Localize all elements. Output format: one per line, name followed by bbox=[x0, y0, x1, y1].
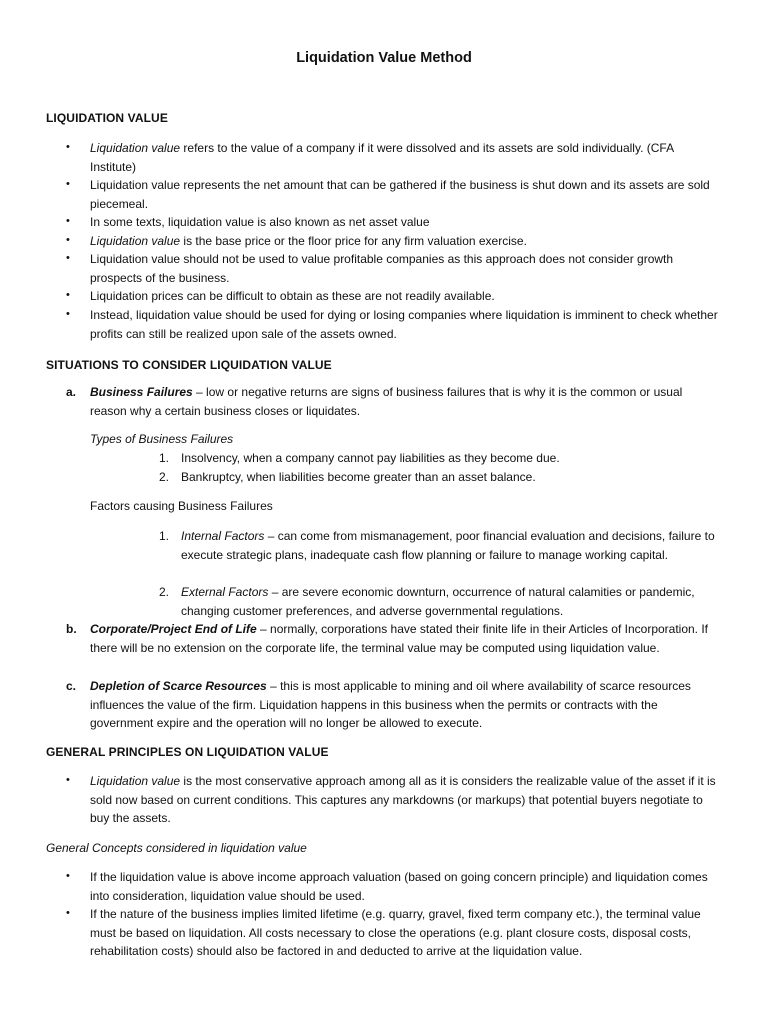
subheading-general-concepts: General Concepts considered in liquidation value bbox=[46, 841, 307, 855]
bullet-icon: • bbox=[66, 774, 70, 786]
term-liquidation-value: Liquidation value bbox=[90, 774, 181, 788]
situation-business-failures bbox=[90, 383, 720, 420]
bullet-text-rest: is the base price or the floor price for any firm valuation exercise. bbox=[180, 234, 527, 248]
factor-text: – are severe economic downturn, occurrence of natural calamities or pandemic, changing customer preferences, and adverse governmental regulations. bbox=[181, 585, 695, 618]
bullet-text bbox=[90, 139, 720, 176]
list-label-a: a. bbox=[66, 385, 77, 399]
bullet-text-rest: refers to the value of a company if it were dissolved and its assets are sold individually. (CFA Institute) bbox=[90, 141, 674, 174]
bullet-text bbox=[90, 232, 720, 251]
section-heading-general-principles: GENERAL PRINCIPLES ON LIQUIDATION VALUE bbox=[46, 745, 329, 759]
bullet-icon: • bbox=[66, 308, 70, 320]
list-number: 1. bbox=[159, 451, 170, 465]
page-title: Liquidation Value Method bbox=[296, 50, 472, 66]
list-number: 1. bbox=[159, 529, 170, 543]
bullet-text: Liquidation prices can be difficult to obtain as these are not readily available. bbox=[90, 289, 495, 303]
section-heading-liquidation-value: LIQUIDATION VALUE bbox=[46, 111, 168, 125]
term-liquidation-value: Liquidation value bbox=[90, 234, 181, 248]
list-number: 2. bbox=[159, 470, 170, 484]
bullet-icon: • bbox=[66, 289, 70, 301]
type-bankruptcy: Bankruptcy, when liabilities become greater than an asset balance. bbox=[181, 470, 536, 484]
section-heading-situations: SITUATIONS TO CONSIDER LIQUIDATION VALUE bbox=[46, 358, 332, 372]
term-internal-factors: Internal Factors bbox=[181, 529, 265, 543]
situation-end-of-life bbox=[90, 620, 720, 657]
situation-text: – low or negative returns are signs of business failures that is why it is the common or usual reason why a certain business closes or liquidates. bbox=[90, 385, 683, 418]
bullet-text: Instead, liquidation value should be used for dying or losing companies where liquidation is imminent to check whether profits can still be realized upon sale of the assets owned. bbox=[90, 308, 718, 341]
term-end-of-life: Corporate/Project End of Life bbox=[90, 622, 257, 636]
bullet-icon: • bbox=[66, 141, 70, 153]
bullet-icon: • bbox=[66, 870, 70, 882]
factor-internal bbox=[181, 527, 716, 564]
list-label-c: c. bbox=[66, 679, 77, 693]
type-insolvency: Insolvency, when a company cannot pay liabilities as they become due. bbox=[181, 451, 560, 465]
factor-text: – can come from mismanagement, poor financial evaluation and decisions, failure to execute strategic plans, inadequate cash flow planning or failure to manage working capital. bbox=[181, 529, 715, 562]
bullet-icon: • bbox=[66, 178, 70, 190]
concept-text: If the nature of the business implies limited lifetime (e.g. quarry, gravel, fixed term company etc.), the terminal value must be based on liquidation. All costs necessary to close the operations (e.g. plant closure costs, disposal costs, rehabilitation costs) should also be factored in and deducted to arrive at the liquidation value. bbox=[90, 907, 701, 958]
bullet-icon: • bbox=[66, 252, 70, 264]
bullet-icon: • bbox=[66, 234, 70, 246]
bullet-text: Liquidation value should not be used to value profitable companies as this approach does not consider growth prospects of the business. bbox=[90, 252, 674, 285]
term-liquidation-value: Liquidation value bbox=[90, 141, 181, 155]
situation-depletion bbox=[90, 677, 720, 733]
bullet-icon: • bbox=[66, 215, 70, 227]
list-number: 2. bbox=[159, 585, 170, 599]
subheading-types: Types of Business Failures bbox=[90, 432, 234, 446]
factor-external bbox=[181, 583, 701, 620]
bullet-icon: • bbox=[66, 907, 70, 919]
principle-text bbox=[90, 772, 720, 828]
situation-text: – normally, corporations have stated their finite life in their Articles of Incorporation. If there will be no extension on the corporate life, the terminal value may be computed using liquidation value. bbox=[90, 622, 709, 655]
situation-text: – this is most applicable to mining and oil where availability of scarce resources influences the value of the firm. Liquidation happens in this business when the permits or contracts with the government expire and the operation will no longer be allowed to execute. bbox=[90, 679, 691, 730]
term-depletion: Depletion of Scarce Resources bbox=[90, 679, 267, 693]
concept-text: If the liquidation value is above income approach valuation (based on going concern principle) and liquidation comes into consideration, liquidation value should be used. bbox=[90, 870, 708, 903]
list-label-b: b. bbox=[66, 622, 77, 636]
term-external-factors: External Factors bbox=[181, 585, 269, 599]
bullet-text: In some texts, liquidation value is also known as net asset value bbox=[90, 215, 430, 229]
principle-text-rest: is the most conservative approach among all as it is considers the realizable value of the asset if it is sold now based on current conditions. This captures any markdowns (or markups) that potential buyers negotiate to buy the assets. bbox=[90, 774, 716, 825]
bullet-text: Liquidation value represents the net amount that can be gathered if the business is shut down and its assets are sold piecemeal. bbox=[90, 178, 710, 211]
term-business-failures: Business Failures bbox=[90, 385, 193, 399]
subheading-factors: Factors causing Business Failures bbox=[90, 499, 273, 513]
